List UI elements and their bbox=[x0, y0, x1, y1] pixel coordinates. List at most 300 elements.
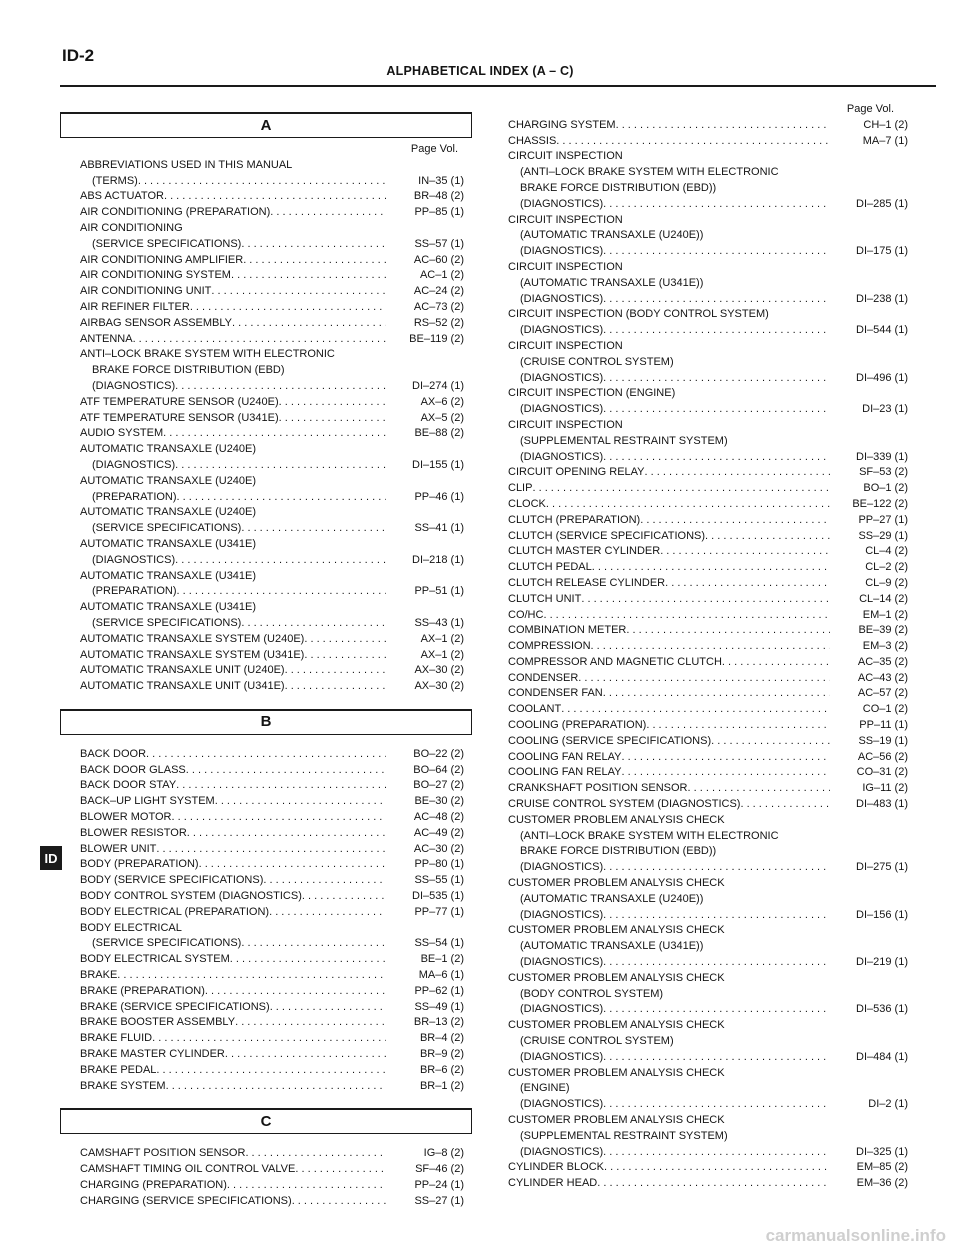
entry-label: (AUTOMATIC TRANSAXLE (U240E)) bbox=[520, 892, 704, 905]
index-entry bbox=[80, 521, 464, 537]
entry-page-ref: MA–7 (1) bbox=[862, 134, 908, 147]
entry-label: (DIAGNOSTICS) bbox=[520, 861, 604, 874]
entry-page-ref: MA–6 (1) bbox=[418, 969, 464, 982]
entry-label: AUTOMATIC TRANSAXLE SYSTEM (U341E) bbox=[80, 648, 305, 661]
index-entry bbox=[80, 205, 464, 221]
entry-label: CRUISE CONTROL SYSTEM (DIAGNOSTICS) bbox=[508, 798, 741, 811]
index-entry bbox=[508, 450, 908, 466]
entry-label: CIRCUIT INSPECTION bbox=[508, 339, 623, 352]
index-entry bbox=[80, 1031, 464, 1047]
dot-leader bbox=[616, 118, 830, 134]
dot-leader bbox=[176, 778, 386, 794]
index-entry bbox=[80, 778, 464, 794]
index-entry bbox=[508, 339, 908, 355]
entry-label: ABS ACTUATOR bbox=[80, 190, 164, 203]
dot-leader bbox=[241, 237, 386, 253]
entry-label: ANTENNA bbox=[80, 332, 133, 345]
page-vol-heading: Page Vol. bbox=[410, 143, 458, 155]
entry-page-ref: AC–30 (2) bbox=[413, 842, 464, 855]
entry-page-ref: SF–46 (2) bbox=[415, 1163, 464, 1176]
index-entry bbox=[80, 332, 464, 348]
index-entry bbox=[508, 560, 908, 576]
entry-page-ref: BE–39 (2) bbox=[858, 624, 908, 637]
index-entry bbox=[508, 1113, 908, 1129]
entry-label: CUSTOMER PROBLEM ANALYSIS CHECK bbox=[508, 877, 725, 890]
index-entry bbox=[508, 292, 908, 308]
entry-label: CIRCUIT INSPECTION bbox=[508, 260, 623, 273]
entry-page-ref: DI–238 (1) bbox=[856, 292, 908, 305]
dot-leader bbox=[603, 908, 830, 924]
dot-leader bbox=[152, 1031, 386, 1047]
entry-page-ref: AC–35 (2) bbox=[857, 655, 908, 668]
index-entry bbox=[80, 553, 464, 569]
entry-label: (DIAGNOSTICS) bbox=[520, 245, 604, 258]
dot-leader bbox=[231, 268, 386, 284]
entry-label: CHASSIS bbox=[508, 134, 557, 147]
dot-leader bbox=[603, 323, 830, 339]
entry-label: (SERVICE SPECIFICATIONS) bbox=[92, 237, 242, 250]
entry-label: COOLING (SERVICE SPECIFICATIONS) bbox=[508, 734, 712, 747]
index-entry bbox=[80, 842, 464, 858]
dot-leader bbox=[688, 781, 831, 797]
entry-page-ref: DI–156 (1) bbox=[856, 908, 908, 921]
entry-label: (SERVICE SPECIFICATIONS) bbox=[92, 522, 242, 535]
index-entry bbox=[80, 794, 464, 810]
index-entry bbox=[80, 632, 464, 648]
dot-leader bbox=[603, 1050, 830, 1066]
entry-label: COMPRESSOR AND MAGNETIC CLUTCH bbox=[508, 655, 722, 668]
index-entry bbox=[508, 750, 908, 766]
entry-page-ref: DI–544 (1) bbox=[856, 324, 908, 337]
entry-label: CLUTCH (PREPARATION) bbox=[508, 513, 641, 526]
index-entry bbox=[80, 1178, 464, 1194]
dot-leader bbox=[190, 300, 386, 316]
dot-leader bbox=[722, 655, 830, 671]
entry-page-ref: DI–218 (1) bbox=[412, 553, 464, 566]
entry-label: AUTOMATIC TRANSAXLE UNIT (U240E) bbox=[80, 664, 285, 677]
entry-label: (DIAGNOSTICS) bbox=[520, 450, 604, 463]
entry-page-ref: DI–2 (1) bbox=[868, 1098, 908, 1111]
index-entry bbox=[508, 228, 908, 244]
dot-leader bbox=[164, 189, 386, 205]
entry-label: (DIAGNOSTICS) bbox=[520, 324, 604, 337]
index-entry bbox=[508, 1176, 908, 1192]
entry-label: CYLINDER BLOCK bbox=[508, 1161, 604, 1174]
entry-page-ref: EM–36 (2) bbox=[856, 1177, 908, 1190]
dot-leader bbox=[232, 316, 386, 332]
index-entry bbox=[508, 355, 908, 371]
index-entry bbox=[80, 584, 464, 600]
entry-label: CLIP bbox=[508, 482, 533, 495]
index-entry bbox=[508, 1081, 908, 1097]
entry-page-ref: DI–484 (1) bbox=[856, 1050, 908, 1063]
entry-label: CLUTCH PEDAL bbox=[508, 561, 592, 574]
entry-label: CO/HC bbox=[508, 608, 544, 621]
section-spacer bbox=[80, 1134, 464, 1146]
entry-label: CUSTOMER PROBLEM ANALYSIS CHECK bbox=[508, 924, 725, 937]
entry-page-ref: AX–1 (2) bbox=[420, 648, 464, 661]
entry-page-ref: CL–9 (2) bbox=[865, 576, 908, 589]
entry-page-ref: AC–1 (2) bbox=[419, 269, 464, 282]
index-entry bbox=[80, 905, 464, 921]
entry-page-ref: BE–119 (2) bbox=[409, 332, 464, 345]
entry-page-ref: BE–122 (2) bbox=[852, 497, 908, 510]
entry-label: AUTOMATIC TRANSAXLE (U240E) bbox=[80, 474, 257, 487]
dot-leader bbox=[175, 379, 386, 395]
dot-leader bbox=[133, 332, 386, 348]
entry-label: (DIAGNOSTICS) bbox=[520, 908, 604, 921]
index-entry bbox=[80, 379, 464, 395]
index-entry bbox=[508, 402, 908, 418]
index-entry bbox=[508, 434, 908, 450]
entry-label: (ANTI–LOCK BRAKE SYSTEM WITH ELECTRONIC bbox=[520, 166, 779, 179]
entry-page-ref: DI–23 (1) bbox=[862, 403, 908, 416]
index-entry bbox=[508, 702, 908, 718]
entry-page-ref: AC–73 (2) bbox=[413, 300, 464, 313]
entry-page-ref: SS–19 (1) bbox=[858, 734, 908, 747]
dot-leader bbox=[603, 450, 830, 466]
entry-label: (DIAGNOSTICS) bbox=[520, 403, 604, 416]
index-entry bbox=[508, 844, 908, 860]
index-entry bbox=[508, 165, 908, 181]
entry-label: (DIAGNOSTICS) bbox=[520, 292, 604, 305]
header-rule bbox=[60, 85, 936, 87]
entry-page-ref: DI–285 (1) bbox=[856, 197, 908, 210]
index-entry bbox=[508, 955, 908, 971]
entry-label: BODY CONTROL SYSTEM (DIAGNOSTICS) bbox=[80, 890, 302, 903]
watermark: carmanualsonline.info bbox=[765, 1226, 946, 1245]
section-tab: ID bbox=[40, 846, 62, 870]
entry-label: BACK–UP LIGHT SYSTEM bbox=[80, 795, 215, 808]
dot-leader bbox=[230, 952, 386, 968]
dot-leader bbox=[263, 873, 386, 889]
index-entry bbox=[80, 347, 464, 363]
index-entry bbox=[80, 857, 464, 873]
entry-label: BLOWER RESISTOR bbox=[80, 826, 187, 839]
index-entry bbox=[508, 1160, 908, 1176]
page-vol-heading: Page Vol. bbox=[846, 103, 894, 115]
entry-page-ref: DI–339 (1) bbox=[856, 450, 908, 463]
index-entry bbox=[508, 134, 908, 150]
index-entry bbox=[508, 371, 908, 387]
index-entry bbox=[508, 876, 908, 892]
entry-label: BRAKE MASTER CYLINDER bbox=[80, 1048, 225, 1061]
entry-label: BLOWER UNIT bbox=[80, 842, 157, 855]
index-entry bbox=[508, 671, 908, 687]
entry-page-ref: AX–6 (2) bbox=[420, 395, 464, 408]
index-entry bbox=[80, 158, 464, 174]
index-entry bbox=[80, 1000, 464, 1016]
entry-page-ref: CL–2 (2) bbox=[865, 561, 908, 574]
dot-leader bbox=[117, 968, 386, 984]
entry-label: (AUTOMATIC TRANSAXLE (U240E)) bbox=[520, 229, 704, 242]
dot-leader bbox=[740, 797, 830, 813]
entry-page-ref: SS–27 (1) bbox=[414, 1194, 464, 1207]
index-entry bbox=[508, 1050, 908, 1066]
index-entry bbox=[80, 873, 464, 889]
dot-leader bbox=[578, 671, 830, 687]
entry-label: BACK DOOR GLASS bbox=[80, 763, 186, 776]
index-entry bbox=[508, 592, 908, 608]
entry-label: BRAKE SYSTEM bbox=[80, 1079, 166, 1092]
entry-label: ABBREVIATIONS USED IN THIS MANUAL bbox=[80, 158, 293, 171]
entry-page-ref: DI–275 (1) bbox=[856, 861, 908, 874]
index-entry bbox=[508, 260, 908, 276]
index-entry bbox=[80, 284, 464, 300]
index-entry bbox=[508, 544, 908, 560]
index-entry bbox=[508, 118, 908, 134]
entry-label: COOLANT bbox=[508, 703, 562, 716]
index-entry bbox=[80, 679, 464, 695]
index-entry bbox=[508, 971, 908, 987]
index-entry bbox=[508, 1097, 908, 1113]
entry-label: CUSTOMER PROBLEM ANALYSIS CHECK bbox=[508, 1114, 725, 1126]
entry-label: (DIAGNOSTICS) bbox=[92, 458, 176, 471]
entry-label: (SUPPLEMENTAL RESTRAINT SYSTEM) bbox=[520, 1129, 728, 1142]
entry-page-ref: BE–1 (2) bbox=[420, 953, 464, 966]
entry-label: COMBINATION METER bbox=[508, 624, 627, 637]
entry-page-ref: DI–496 (1) bbox=[856, 371, 908, 384]
entry-page-ref: DI–274 (1) bbox=[412, 379, 464, 392]
entry-label: CHARGING (SERVICE SPECIFICATIONS) bbox=[80, 1194, 292, 1207]
index-entry bbox=[80, 921, 464, 937]
dot-leader bbox=[166, 1079, 386, 1095]
entry-page-ref: AX–1 (2) bbox=[420, 632, 464, 645]
dot-leader bbox=[622, 750, 831, 766]
entry-label: CRANKSHAFT POSITION SENSOR bbox=[508, 782, 688, 795]
index-entry bbox=[80, 174, 464, 190]
entry-page-ref: BE–30 (2) bbox=[414, 795, 464, 808]
entry-page-ref: DI–175 (1) bbox=[856, 245, 908, 258]
entry-page-ref: BR–9 (2) bbox=[419, 1048, 464, 1061]
index-entry bbox=[80, 474, 464, 490]
dot-leader bbox=[591, 639, 830, 655]
index-entry bbox=[80, 442, 464, 458]
entry-page-ref: CL–14 (2) bbox=[859, 592, 908, 605]
entry-page-ref: SS–57 (1) bbox=[414, 237, 464, 250]
dot-leader bbox=[215, 794, 386, 810]
entry-label: (ENGINE) bbox=[520, 1082, 570, 1095]
dot-leader bbox=[603, 955, 830, 971]
index-entry bbox=[508, 718, 908, 734]
entry-label: AUTOMATIC TRANSAXLE (U341E) bbox=[80, 537, 257, 550]
entry-page-ref: CH–1 (2) bbox=[863, 118, 908, 131]
entry-page-ref: PP–46 (1) bbox=[414, 490, 464, 503]
index-entry bbox=[508, 307, 908, 323]
entry-page-ref: BR–4 (2) bbox=[419, 1032, 464, 1045]
entry-page-ref: BR–13 (2) bbox=[413, 1016, 464, 1029]
entry-label: CLUTCH (SERVICE SPECIFICATIONS) bbox=[508, 529, 706, 542]
entry-page-ref: BR–6 (2) bbox=[419, 1063, 464, 1076]
entry-label: CIRCUIT INSPECTION (BODY CONTROL SYSTEM) bbox=[508, 308, 769, 321]
section-letter-c: C bbox=[60, 1108, 472, 1134]
entry-label: (SUPPLEMENTAL RESTRAINT SYSTEM) bbox=[520, 434, 728, 447]
dot-leader bbox=[279, 411, 386, 427]
entry-label: BRAKE FORCE DISTRIBUTION (EBD)) bbox=[520, 845, 717, 858]
entry-label: BACK DOOR STAY bbox=[80, 779, 177, 792]
entry-label: CAMSHAFT TIMING OIL CONTROL VALVE bbox=[80, 1163, 296, 1176]
index-entry bbox=[508, 734, 908, 750]
section-letter-b: B bbox=[60, 709, 472, 735]
entry-label: AIR CONDITIONING bbox=[80, 221, 183, 234]
dot-leader bbox=[269, 905, 386, 921]
dot-leader bbox=[592, 560, 830, 576]
entry-page-ref: PP–51 (1) bbox=[414, 585, 464, 598]
dot-leader bbox=[603, 197, 830, 213]
entry-page-ref: IG–8 (2) bbox=[423, 1147, 464, 1160]
entry-page-ref: BO–1 (2) bbox=[863, 482, 908, 495]
index-entry bbox=[508, 1018, 908, 1034]
index-entry bbox=[508, 813, 908, 829]
dot-leader bbox=[187, 826, 386, 842]
dot-leader bbox=[211, 284, 386, 300]
entry-page-ref: EM–1 (2) bbox=[862, 608, 908, 621]
entry-label: CIRCUIT INSPECTION bbox=[508, 150, 623, 163]
entry-page-ref: PP–85 (1) bbox=[414, 206, 464, 219]
entry-page-ref: CO–1 (2) bbox=[862, 703, 908, 716]
entry-label: AUTOMATIC TRANSAXLE UNIT (U341E) bbox=[80, 680, 285, 693]
entry-label: BODY ELECTRICAL (PREPARATION) bbox=[80, 905, 270, 918]
dot-leader bbox=[285, 679, 386, 695]
section-letter-a: A bbox=[60, 112, 472, 138]
index-entry bbox=[508, 323, 908, 339]
entry-page-ref: DI–536 (1) bbox=[856, 1003, 908, 1016]
entry-page-ref: SS–41 (1) bbox=[414, 522, 464, 535]
dot-leader bbox=[175, 458, 386, 474]
dot-leader bbox=[138, 174, 386, 190]
index-entry bbox=[80, 1015, 464, 1031]
dot-leader bbox=[603, 371, 830, 387]
entry-page-ref: DI–219 (1) bbox=[856, 956, 908, 969]
section-spacer bbox=[80, 735, 464, 747]
entry-page-ref: EM–85 (2) bbox=[856, 1161, 908, 1174]
entry-label: CONDENSER FAN bbox=[508, 687, 603, 700]
index-entry bbox=[508, 497, 908, 513]
entry-label: BODY ELECTRICAL bbox=[80, 921, 182, 934]
index-entry bbox=[508, 197, 908, 213]
dot-leader bbox=[556, 134, 830, 150]
entry-label: BODY (PREPARATION) bbox=[80, 858, 199, 871]
dot-leader bbox=[235, 1015, 386, 1031]
index-entry bbox=[80, 1194, 464, 1210]
entry-page-ref: AC–57 (2) bbox=[857, 687, 908, 700]
entry-label: CIRCUIT OPENING RELAY bbox=[508, 466, 645, 479]
entry-label: BRAKE FORCE DISTRIBUTION (EBD) bbox=[92, 364, 285, 377]
dot-leader bbox=[225, 1047, 386, 1063]
entry-label: CHARGING SYSTEM bbox=[508, 118, 616, 131]
entry-page-ref: BE–88 (2) bbox=[414, 427, 464, 440]
entry-page-ref: DI–535 (1) bbox=[412, 890, 464, 903]
entry-page-ref: BO–22 (2) bbox=[413, 747, 464, 760]
index-entry bbox=[508, 1129, 908, 1145]
index-entry bbox=[508, 655, 908, 671]
entry-label: BACK DOOR bbox=[80, 747, 147, 760]
entry-label: CIRCUIT INSPECTION (ENGINE) bbox=[508, 387, 676, 400]
dot-leader bbox=[665, 576, 830, 592]
entry-label: AIR REFINER FILTER bbox=[80, 300, 190, 313]
index-entry bbox=[508, 529, 908, 545]
entry-label: (DIAGNOSTICS) bbox=[92, 379, 176, 392]
index-entry bbox=[508, 513, 908, 529]
entry-page-ref: SF–53 (2) bbox=[859, 466, 908, 479]
dot-leader bbox=[660, 544, 830, 560]
dot-leader bbox=[645, 465, 830, 481]
entry-page-ref: PP–77 (1) bbox=[414, 905, 464, 918]
entry-label: CIRCUIT INSPECTION bbox=[508, 213, 623, 226]
entry-page-ref: DI–483 (1) bbox=[856, 798, 908, 811]
dot-leader bbox=[156, 842, 386, 858]
index-entry bbox=[508, 465, 908, 481]
entry-label: (TERMS) bbox=[92, 174, 138, 187]
index-entry bbox=[80, 505, 464, 521]
index-entry bbox=[508, 608, 908, 624]
entry-label: AIR CONDITIONING AMPLIFIER bbox=[80, 253, 244, 266]
entry-label: BRAKE bbox=[80, 969, 118, 982]
entry-label: (PREPARATION) bbox=[92, 585, 177, 598]
entry-label: AUDIO SYSTEM bbox=[80, 427, 164, 440]
dot-leader bbox=[241, 616, 386, 632]
entry-page-ref: AX–5 (2) bbox=[420, 411, 464, 424]
index-entry bbox=[80, 889, 464, 905]
right-column bbox=[508, 102, 908, 1192]
entry-label: AUTOMATIC TRANSAXLE SYSTEM (U240E) bbox=[80, 632, 305, 645]
page-number: ID-2 bbox=[62, 46, 95, 65]
entry-label: COOLING (PREPARATION) bbox=[508, 719, 647, 732]
entry-label: (SERVICE SPECIFICATIONS) bbox=[92, 616, 242, 629]
entry-page-ref: SS–54 (1) bbox=[414, 937, 464, 950]
entry-label: (BODY CONTROL SYSTEM) bbox=[520, 987, 664, 1000]
entry-label: COOLING FAN RELAY bbox=[508, 766, 622, 779]
entry-page-ref: DI–155 (1) bbox=[412, 458, 464, 471]
index-entry bbox=[80, 1063, 464, 1079]
dot-leader bbox=[603, 402, 830, 418]
index-entry bbox=[80, 810, 464, 826]
index-entry bbox=[508, 149, 908, 165]
dot-leader bbox=[603, 1097, 830, 1113]
index-entry bbox=[508, 576, 908, 592]
dot-leader bbox=[543, 608, 830, 624]
index-entry bbox=[80, 1146, 464, 1162]
entry-label: (DIAGNOSTICS) bbox=[520, 1003, 604, 1016]
index-entry bbox=[508, 181, 908, 197]
index-entry bbox=[80, 763, 464, 779]
index-entry bbox=[80, 1047, 464, 1063]
index-entry bbox=[80, 616, 464, 632]
dot-leader bbox=[302, 889, 386, 905]
dot-leader bbox=[243, 253, 386, 269]
dot-leader bbox=[603, 1145, 830, 1161]
entry-label: (DIAGNOSTICS) bbox=[520, 1098, 604, 1111]
dot-leader bbox=[622, 765, 831, 781]
entry-label: AUTOMATIC TRANSAXLE (U341E) bbox=[80, 569, 257, 582]
index-entry bbox=[508, 481, 908, 497]
entry-label: BODY (SERVICE SPECIFICATIONS) bbox=[80, 874, 264, 887]
index-entry bbox=[80, 936, 464, 952]
entry-page-ref: AC–43 (2) bbox=[857, 671, 908, 684]
entry-label: (AUTOMATIC TRANSAXLE (U341E)) bbox=[520, 940, 704, 953]
index-entry bbox=[80, 268, 464, 284]
dot-leader bbox=[171, 810, 386, 826]
index-entry bbox=[508, 987, 908, 1003]
entry-label: AUTOMATIC TRANSAXLE (U341E) bbox=[80, 601, 257, 614]
entry-page-ref: PP–11 (1) bbox=[859, 719, 908, 732]
dot-leader bbox=[646, 718, 830, 734]
entry-label: (PREPARATION) bbox=[92, 490, 177, 503]
entry-page-ref: AC–24 (2) bbox=[413, 285, 464, 298]
index-entry bbox=[80, 189, 464, 205]
entry-label: CUSTOMER PROBLEM ANALYSIS CHECK bbox=[508, 813, 725, 826]
index-entry bbox=[80, 600, 464, 616]
